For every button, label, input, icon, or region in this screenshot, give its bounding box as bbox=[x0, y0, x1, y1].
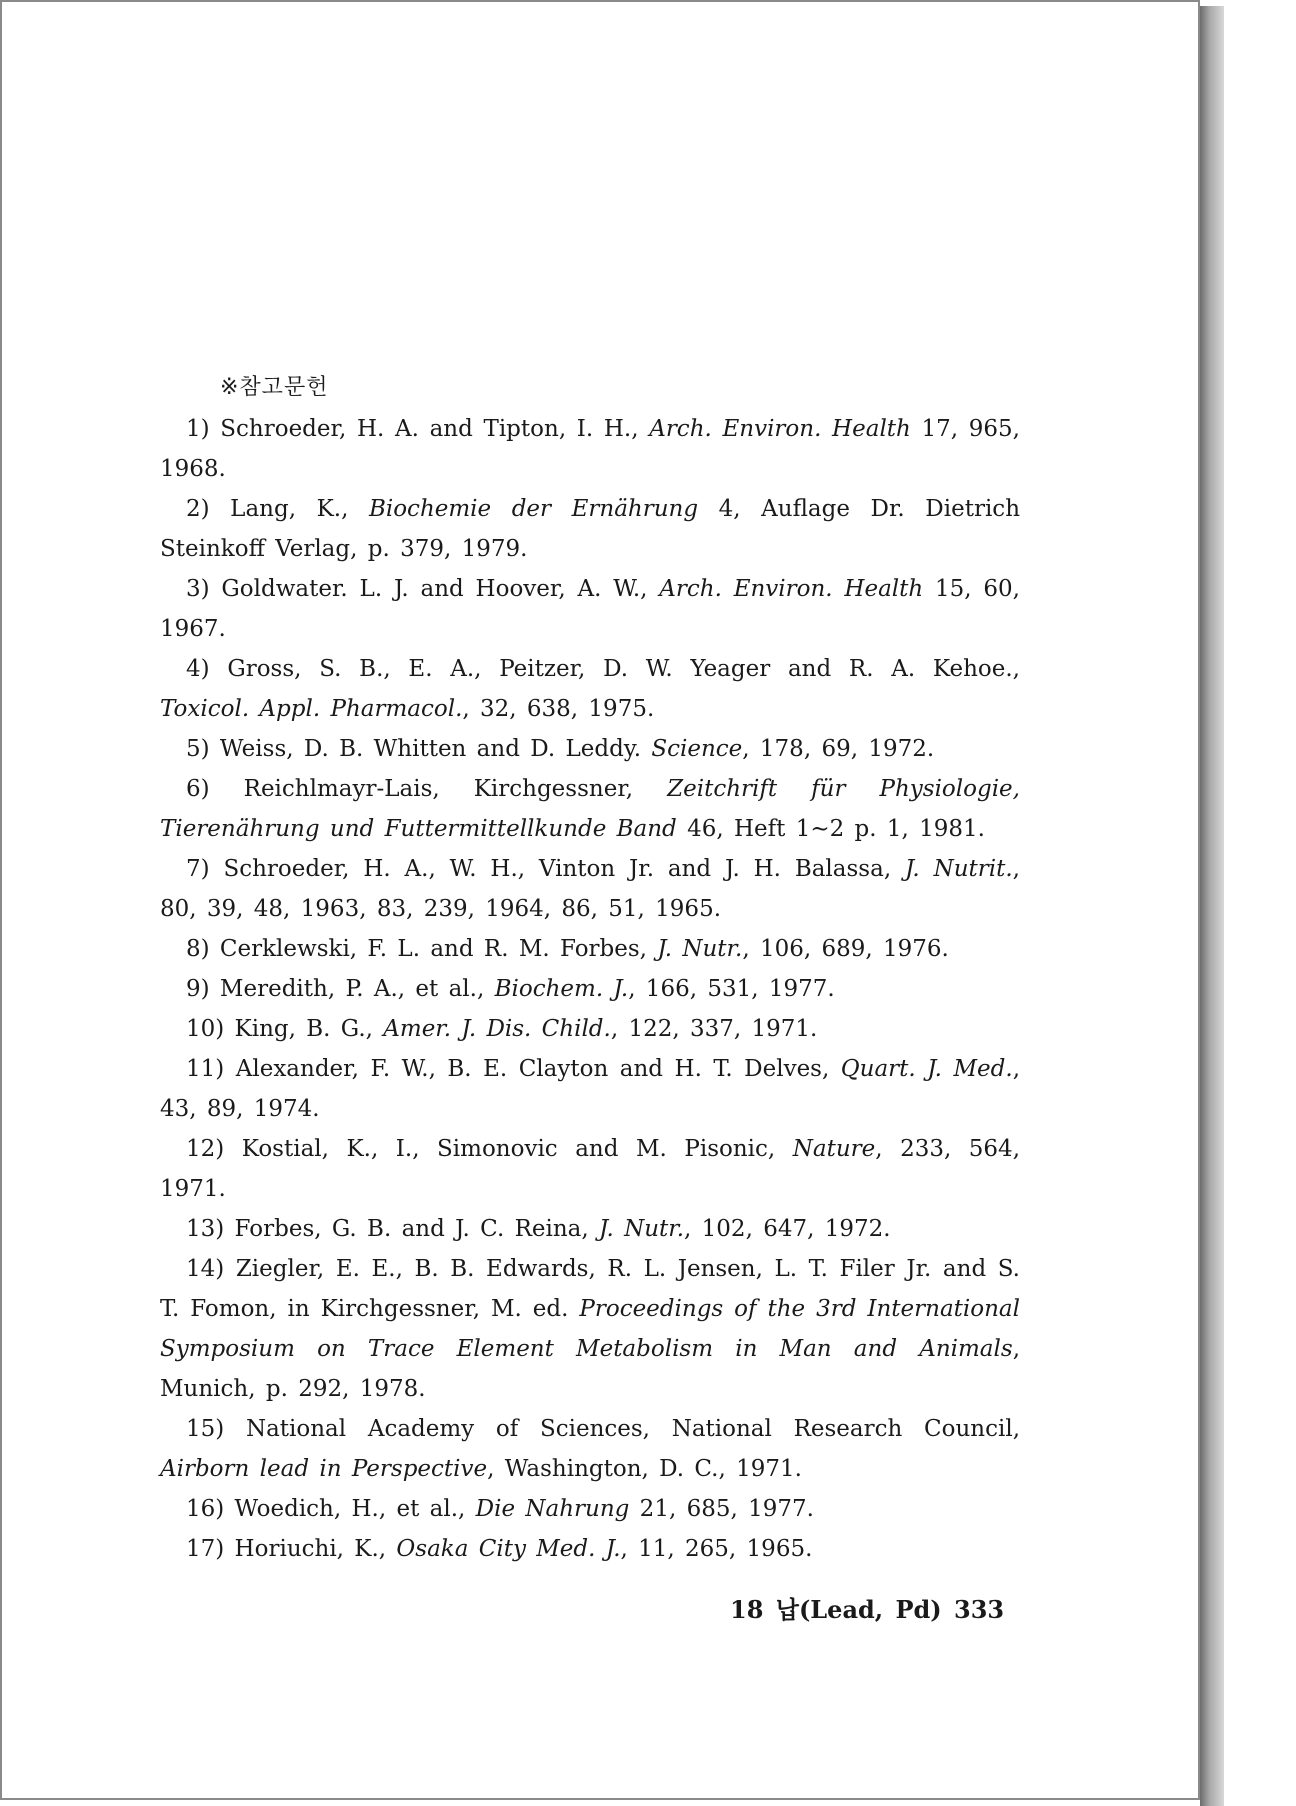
ref-details: , 166, 531, 1977. bbox=[628, 976, 835, 1002]
ref-number: 15) bbox=[186, 1416, 225, 1442]
ref-journal: Airborn lead in Perspective bbox=[160, 1456, 488, 1482]
reference-item-6 bbox=[160, 769, 1020, 849]
ref-journal: Nature bbox=[792, 1136, 876, 1162]
ref-details: 46, Heft 1∼2 p. 1, 1981. bbox=[676, 816, 985, 842]
ref-journal: Die Nahrung bbox=[475, 1496, 630, 1522]
ref-details: 21, 685, 1977. bbox=[629, 1496, 814, 1522]
ref-journal: J. Nutr. bbox=[599, 1216, 685, 1242]
ref-details: , 102, 647, 1972. bbox=[684, 1216, 891, 1242]
ref-authors: Weiss, D. B. Whitten and D. Leddy. bbox=[209, 736, 652, 762]
ref-details: , Munich, p. 292, 1978. bbox=[160, 1336, 1020, 1402]
references-section bbox=[160, 370, 1020, 1569]
ref-journal: Amer. J. Dis. Child. bbox=[383, 1016, 611, 1042]
ref-authors: Ziegler, E. E., B. B. Edwards, R. L. Jensen, L. T. Filer Jr. and S. T. Fomon, in Kirchgessner, M. ed. bbox=[160, 1256, 1020, 1322]
ref-journal: Quart. J. Med. bbox=[840, 1056, 1013, 1082]
ref-journal: Biochem. J. bbox=[494, 976, 629, 1002]
ref-details: 4, Auflage Dr. Dietrich Steinkoff Verlag, p. 379, 1979. bbox=[160, 496, 1021, 562]
reference-item-17 bbox=[160, 1529, 1020, 1569]
reference-item-3 bbox=[160, 569, 1020, 649]
reference-item-4 bbox=[160, 649, 1020, 729]
ref-number: 2) bbox=[186, 496, 210, 522]
ref-authors: Alexander, F. W., B. E. Clayton and H. T. Delves, bbox=[224, 1056, 841, 1082]
ref-authors: Forbes, G. B. and J. C. Reina, bbox=[224, 1216, 600, 1242]
ref-authors: Woedich, H., et al., bbox=[224, 1496, 476, 1522]
ref-number: 3) bbox=[186, 576, 210, 602]
ref-authors: Kostial, K., I., Simonovic and M. Pisonic, bbox=[224, 1136, 793, 1162]
ref-journal: Zeitchrift für Physiologie, Tierenährung und Futtermittellkunde Band bbox=[160, 776, 1020, 842]
ref-number: 4) bbox=[186, 656, 210, 682]
ref-authors: King, B. G., bbox=[224, 1016, 384, 1042]
reference-item-11 bbox=[160, 1049, 1020, 1129]
reference-item-14 bbox=[160, 1249, 1020, 1409]
ref-number: 8) bbox=[186, 936, 210, 962]
reference-item-8 bbox=[160, 929, 1020, 969]
reference-item-10 bbox=[160, 1009, 1020, 1049]
ref-number: 17) bbox=[186, 1536, 225, 1562]
reference-item-7 bbox=[160, 849, 1020, 929]
ref-number: 10) bbox=[186, 1016, 225, 1042]
ref-journal: Osaka City Med. J. bbox=[396, 1536, 621, 1562]
reference-item-1 bbox=[160, 409, 1020, 489]
reference-item-2 bbox=[160, 489, 1020, 569]
ref-details: , 11, 265, 1965. bbox=[620, 1536, 813, 1562]
ref-authors: Gross, S. B., E. A., Peitzer, D. W. Yeager and R. A. Kehoe., bbox=[209, 656, 1020, 682]
ref-details: 15, 60, 1967. bbox=[160, 576, 1020, 642]
ref-authors: Schroeder, H. A. and Tipton, I. H., bbox=[209, 416, 650, 442]
ref-number: 13) bbox=[186, 1216, 225, 1242]
ref-number: 14) bbox=[186, 1256, 225, 1282]
ref-journal: Proceedings of the 3rd International Symposium on Trace Element Metabolism in Man and Animals bbox=[160, 1296, 1021, 1362]
ref-authors: Goldwater. L. J. and Hoover, A. W., bbox=[209, 576, 660, 602]
ref-number: 1) bbox=[186, 416, 210, 442]
page-curl-shadow bbox=[1200, 6, 1224, 1806]
reference-item-9 bbox=[160, 969, 1020, 1009]
ref-journal: J. Nutr. bbox=[657, 936, 743, 962]
ref-authors: Horiuchi, K., bbox=[224, 1536, 397, 1562]
ref-journal: J. Nutrit. bbox=[904, 856, 1013, 882]
ref-journal: Arch. Environ. Health bbox=[659, 576, 924, 602]
ref-details: 17, 965, 1968. bbox=[160, 416, 1020, 482]
ref-details: , 43, 89, 1974. bbox=[160, 1056, 1020, 1122]
ref-number: 9) bbox=[186, 976, 210, 1002]
ref-authors: Lang, K., bbox=[209, 496, 369, 522]
ref-number: 11) bbox=[186, 1056, 225, 1082]
section-title: ※참고문헌 bbox=[220, 375, 329, 400]
ref-journal: Toxicol. Appl. Pharmacol. bbox=[160, 696, 463, 722]
ref-number: 5) bbox=[186, 736, 210, 762]
reference-item-5 bbox=[160, 729, 1020, 769]
ref-journal: Arch. Environ. Health bbox=[649, 416, 911, 442]
reference-item-15 bbox=[160, 1409, 1020, 1489]
reference-item-16 bbox=[160, 1489, 1020, 1529]
reference-item-12 bbox=[160, 1129, 1020, 1209]
ref-number: 12) bbox=[186, 1136, 225, 1162]
ref-number: 16) bbox=[186, 1496, 225, 1522]
ref-journal: Science bbox=[651, 736, 743, 762]
ref-details: , 178, 69, 1972. bbox=[742, 736, 935, 762]
ref-details: , 122, 337, 1971. bbox=[610, 1016, 818, 1042]
page-footer: 18 납(Lead, Pd) 333 bbox=[730, 1595, 1005, 1624]
ref-authors: Schroeder, H. A., W. H., Vinton Jr. and J. H. Balassa, bbox=[209, 856, 905, 882]
ref-details: , Washington, D. C., 1971. bbox=[487, 1456, 802, 1482]
ref-details: , 233, 564, 1971. bbox=[160, 1136, 1021, 1202]
ref-number: 6) bbox=[186, 776, 210, 802]
ref-details: , 32, 638, 1975. bbox=[462, 696, 655, 722]
ref-authors: Reichlmayr-Lais, Kirchgessner, bbox=[209, 776, 668, 802]
reference-item-13 bbox=[160, 1209, 1020, 1249]
ref-authors: Cerklewski, F. L. and R. M. Forbes, bbox=[209, 936, 658, 962]
ref-details: , 80, 39, 48, 1963, 83, 239, 1964, 86, 51, 1965. bbox=[160, 856, 1020, 922]
ref-number: 7) bbox=[186, 856, 210, 882]
ref-authors: National Academy of Sciences, National Research Council, bbox=[224, 1416, 1020, 1442]
reference-list bbox=[160, 409, 1020, 1569]
ref-authors: Meredith, P. A., et al., bbox=[209, 976, 495, 1002]
ref-journal: Biochemie der Ernährung bbox=[368, 496, 699, 522]
ref-details: , 106, 689, 1976. bbox=[742, 936, 949, 962]
